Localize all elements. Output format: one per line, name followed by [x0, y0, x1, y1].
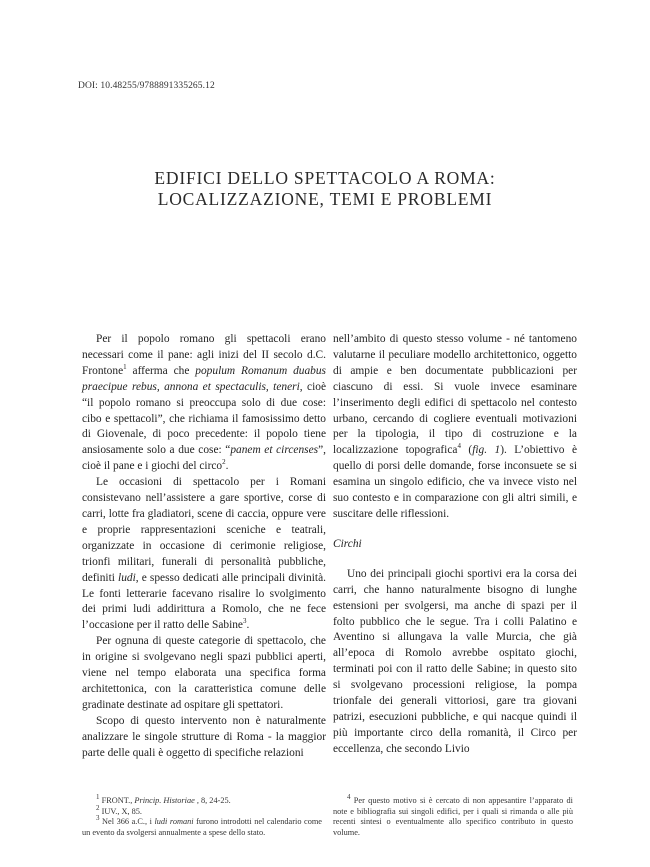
latin-quote: panem et circenses: [230, 444, 319, 457]
text-run: Per questo motivo si è cercato di non appesantire l’apparato di note e bibliografia sui singoli edifici, per i quali si rimanda o alle più recenti sintesi o eventualmente allo specifico contributo in questo volume.: [333, 796, 573, 837]
paragraph: Scopo di questo intervento non è naturalmente analizzare le singole strutture di Roma - la maggior parte delle quali è oggetto di specifiche relazioni: [82, 714, 326, 759]
article-title: [0, 168, 650, 210]
footnotes-left: [82, 793, 322, 838]
text-run: FRONT.,: [99, 796, 135, 805]
footnote-number: 4: [347, 793, 351, 802]
footnote-3: [82, 814, 322, 838]
text-run: furono introdotti nel calendario come un evento da svolgersi annualmente a spese dello stato.: [82, 817, 322, 837]
section-heading: Circhi: [333, 537, 362, 550]
footnote-ref-1[interactable]: 1: [123, 363, 127, 372]
paragraph: Per ognuna di queste categorie di spettacolo, che in origine si svolgevano negli spazi pubblici aperti, viene nel tempo elaborata una specifica forma architettonica, con la caratteristica comune delle gradinate destinate ad ospitare gli spettatori.: [82, 635, 326, 711]
title-line-2: LOCALIZZAZIONE, TEMI E PROBLEMI: [157, 189, 493, 209]
text-run: nell’ambito di questo stesso volume - né tantomeno valutarne il peculiare modello architettonico, oggetto di ampie e ben documentate pubblicazioni per ciascuno di essi. Si vuole invece esaminare l’inserimento degli edifici di spettacolo nel contesto urbano, cercando di cogliere eventuali motivazioni per la tipologia, il tipo di costruzione e la localizzazione topografica: [333, 333, 577, 457]
footnote-number: 2: [96, 803, 100, 812]
italic-term: ludi romani: [154, 817, 194, 827]
doi-label: DOI: 10.48255/9788891335265.12: [78, 81, 215, 91]
text-run: , cioè “il popolo romano si preoccupa solo di due cose: cibo e spettacoli”, che richiama il famosissimo detto di Giovenale, di poco precedente: il popolo tiene ansiosamente solo a due cose: “: [82, 380, 326, 457]
footnotes-right: [333, 793, 573, 838]
text-run: ”, cioè il pane e i giochi del circo: [82, 444, 326, 473]
text-run: (: [460, 444, 473, 457]
paragraph: [82, 475, 326, 634]
latin-quote: populum Romanum duabus praecipue rebus, annona et spectaculis, teneri: [82, 364, 326, 393]
paragraph: [333, 332, 577, 523]
footnote-ref-3[interactable]: 3: [243, 617, 247, 626]
text-run: ). L’obiettivo è quello di porsi delle domande, forse inconsuete se si esamina un singolo edificio, che va invece visto nel suo contesto e in comparazione con gli altri simili, e suscitare delle riflessioni.: [333, 444, 577, 520]
work-title: Princip. Historiae: [134, 796, 195, 805]
text-run: Le occasioni di spettacolo per i Romani consistevano nell’assistere a gare sportive, corse di carri, lotte fra gladiatori, scene di caccia, oppure vere e proprie rappresentazioni sceniche e teatrali, organizzate in occasione di cerimonie religiose, trionfi militari, funerali di personalità pubbliche, definiti: [82, 476, 326, 584]
footnote-number: 1: [96, 793, 100, 802]
body-column-right: [333, 332, 577, 758]
title-line-1: EDIFICI DELLO SPETTACOLO A ROMA:: [154, 168, 496, 188]
text-run: Nel 366 a.C., i: [99, 817, 155, 827]
text-run: .: [246, 619, 250, 632]
footnote-ref-2[interactable]: 2: [222, 458, 226, 467]
text-run: afferma che: [126, 364, 196, 377]
footnote-2: [82, 803, 322, 818]
text-run: , 8, 24-25.: [194, 796, 231, 805]
text-run: .: [225, 460, 229, 473]
paragraph: Uno dei principali giochi sportivi era la corsa dei carri, che hanno naturalmente bisogno di lunghe estensioni per svolgersi, ma anche di spazi per il folto pubblico che le segue. Tra i colli Palatino e Aventino si allungava la valle Murcia, che già all’epoca di Romolo avrebbe ospitato giochi, terminati poi con il ratto delle Sabine; in questo sito si svolgevano processioni religiose, la pompa trionfale dei generali vittoriosi, gare tra giovani patrizi, esecuzioni pubbliche, e qui nacque quindi il più importante circo della romanità, il Circo per eccellenza, che secondo Livio: [333, 567, 577, 755]
footnote-number: 3: [96, 814, 100, 823]
text-run: Per il popolo romano gli spettacoli erano necessari come il pane: agli inizi del II secolo d.C. Frontone: [82, 333, 326, 377]
text-run: IUV., X, 85.: [99, 806, 142, 816]
body-column-left: [82, 332, 326, 761]
figure-reference[interactable]: fig. 1: [472, 444, 501, 457]
text-run: , e spesso dedicati alle principali divinità. Le fonti letterarie facevano risalire lo svolgimento dei primi ludi addirittura a Romolo, che ne fece l’occasione per il ratto delle Sabine: [82, 571, 326, 632]
paragraph: [82, 332, 326, 475]
footnote-4: [333, 793, 573, 838]
footnote-1: [82, 793, 322, 807]
italic-term: ludi: [118, 571, 136, 584]
footnote-ref-4[interactable]: 4: [457, 442, 461, 451]
